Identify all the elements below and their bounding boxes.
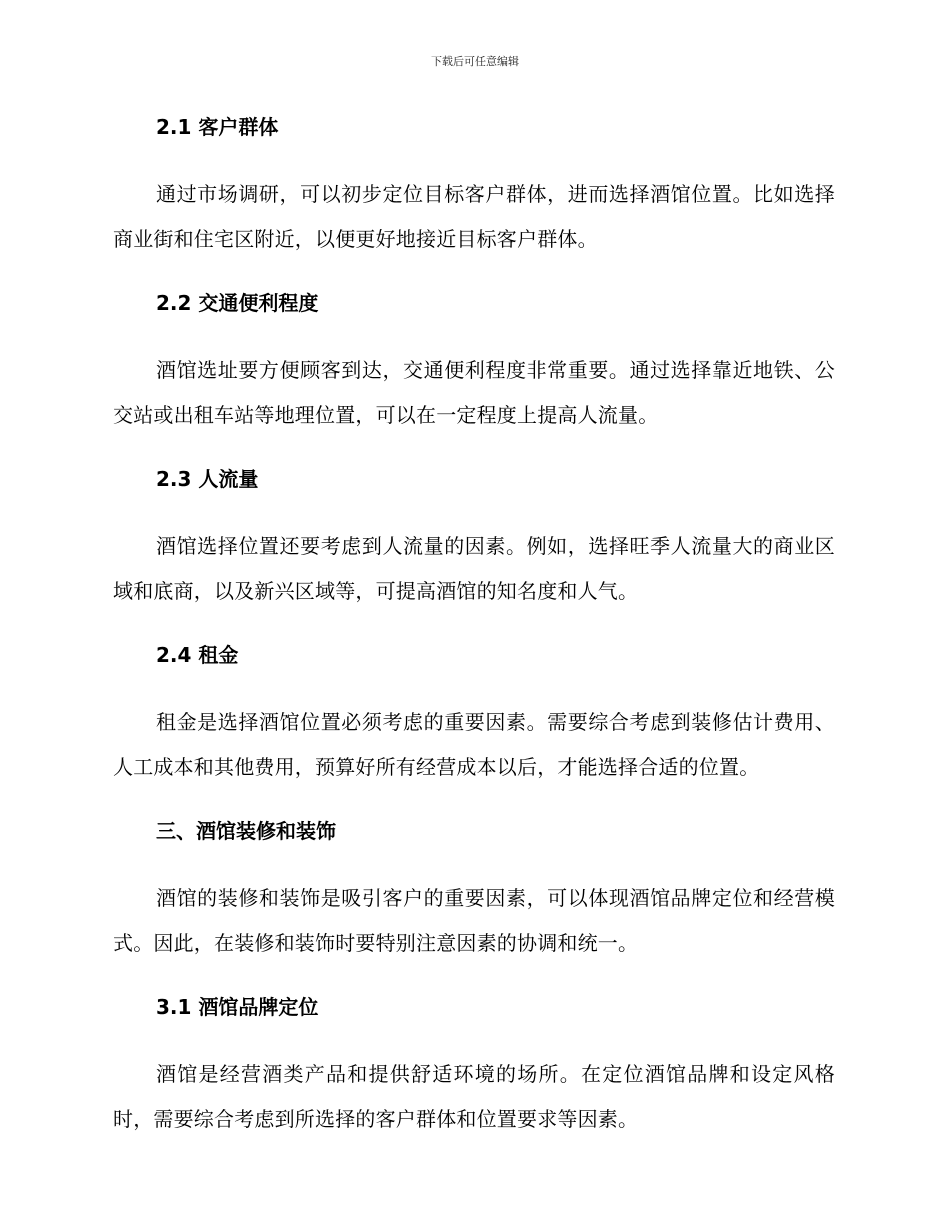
section-paragraph-3: 酒馆的装修和装饰是吸引客户的重要因素，可以体现酒馆品牌定位和经营模式。因此，在装修和装饰时要特别注意因素的协调和统一。 [113,886,835,955]
section-heading-3: 三、酒馆装修和装饰 [156,819,336,843]
document-body [113,112,835,1142]
page-header-note: 下载后可任意编辑 [431,55,519,68]
section-paragraph-2-3: 酒馆选择位置还要考虑到人流量的因素。例如，选择旺季人流量大的商业区域和底商，以及新兴区域等，可提高酒馆的知名度和人气。 [113,534,835,603]
section-paragraph-2-2: 酒馆选址要方便顾客到达，交通便利程度非常重要。通过选择靠近地铁、公交站或出租车站等地理位置，可以在一定程度上提高人流量。 [113,358,835,427]
section-paragraph-3-1: 酒馆是经营酒类产品和提供舒适环境的场所。在定位酒馆品牌和设定风格时，需要综合考虑到所选择的客户群体和位置要求等因素。 [113,1062,835,1131]
section-paragraph-2-4: 租金是选择酒馆位置必须考虑的重要因素。需要综合考虑到装修估计费用、人工成本和其他费用，预算好所有经营成本以后，才能选择合适的位置。 [113,710,835,779]
section-paragraph-2-1: 通过市场调研，可以初步定位目标客户群体，进而选择酒馆位置。比如选择商业街和住宅区附近，以便更好地接近目标客户群体。 [113,182,835,251]
section-heading-2-2: 2.2 交通便利程度 [156,291,319,315]
section-heading-2-4: 2.4 租金 [156,643,239,667]
section-heading-2-3: 2.3 人流量 [156,467,259,491]
section-heading-2-1: 2.1 客户群体 [156,115,279,139]
section-heading-3-1: 3.1 酒馆品牌定位 [156,995,319,1019]
